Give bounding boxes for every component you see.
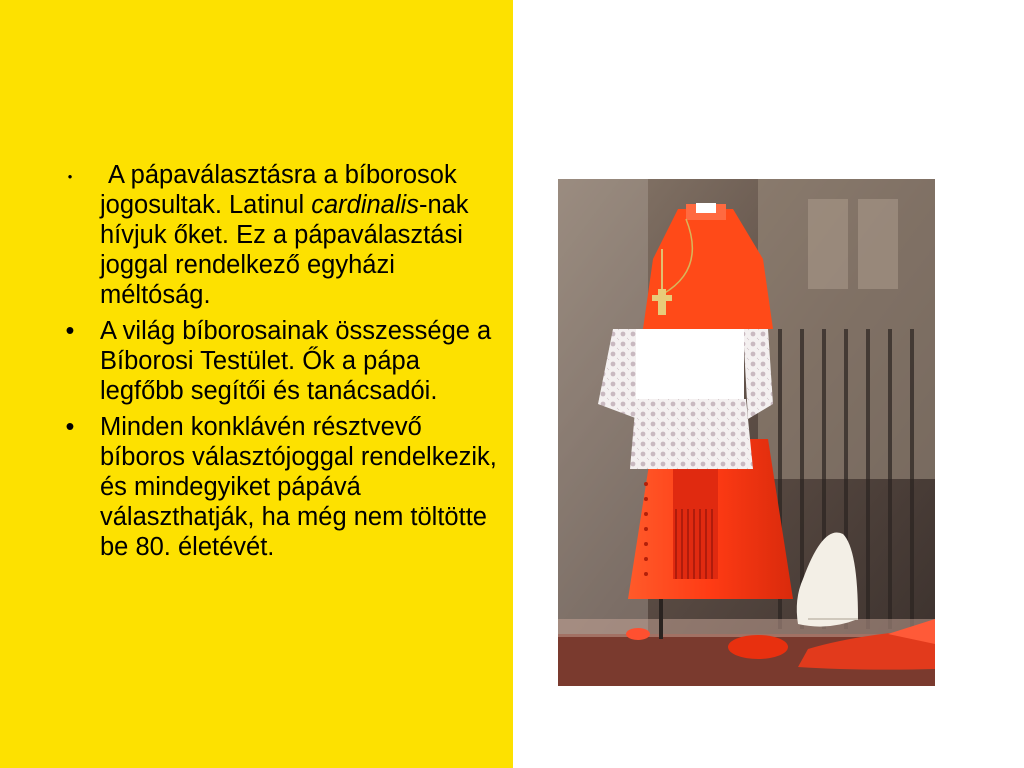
bullet-list bbox=[60, 160, 500, 568]
bullet-text-1-part-a: A pápaválasztásra a bíborosok jogosultak. Latinul bbox=[100, 161, 457, 219]
bullet-text-1-italic: cardinalis bbox=[311, 191, 419, 219]
bullet-text-3: Minden konklávén résztvevő bíboros választójoggal rendelkezik, és mindegyiket pápává választhatják, ha még nem töltötte be 80. életévét. bbox=[100, 413, 497, 561]
bullet-item-2 bbox=[60, 316, 500, 406]
bullet-item-1 bbox=[60, 160, 500, 310]
bullet-dot: • bbox=[65, 317, 75, 345]
bullet-dot: • bbox=[65, 413, 75, 441]
bullet-dot: • bbox=[67, 169, 73, 184]
bullet-text-1 bbox=[100, 161, 469, 309]
cardinal-vestments-photo bbox=[558, 179, 935, 686]
bullet-text-1-part-b: -nak hívjuk őket. Ez a pápaválasztási joggal rendelkező egyházi méltóság. bbox=[100, 191, 469, 309]
bullet-item-3 bbox=[60, 412, 500, 562]
bullet-text-2: A világ bíborosainak összessége a Bíborosi Testület. Ők a pápa legfőbb segítői és tanácsadói. bbox=[100, 317, 492, 405]
